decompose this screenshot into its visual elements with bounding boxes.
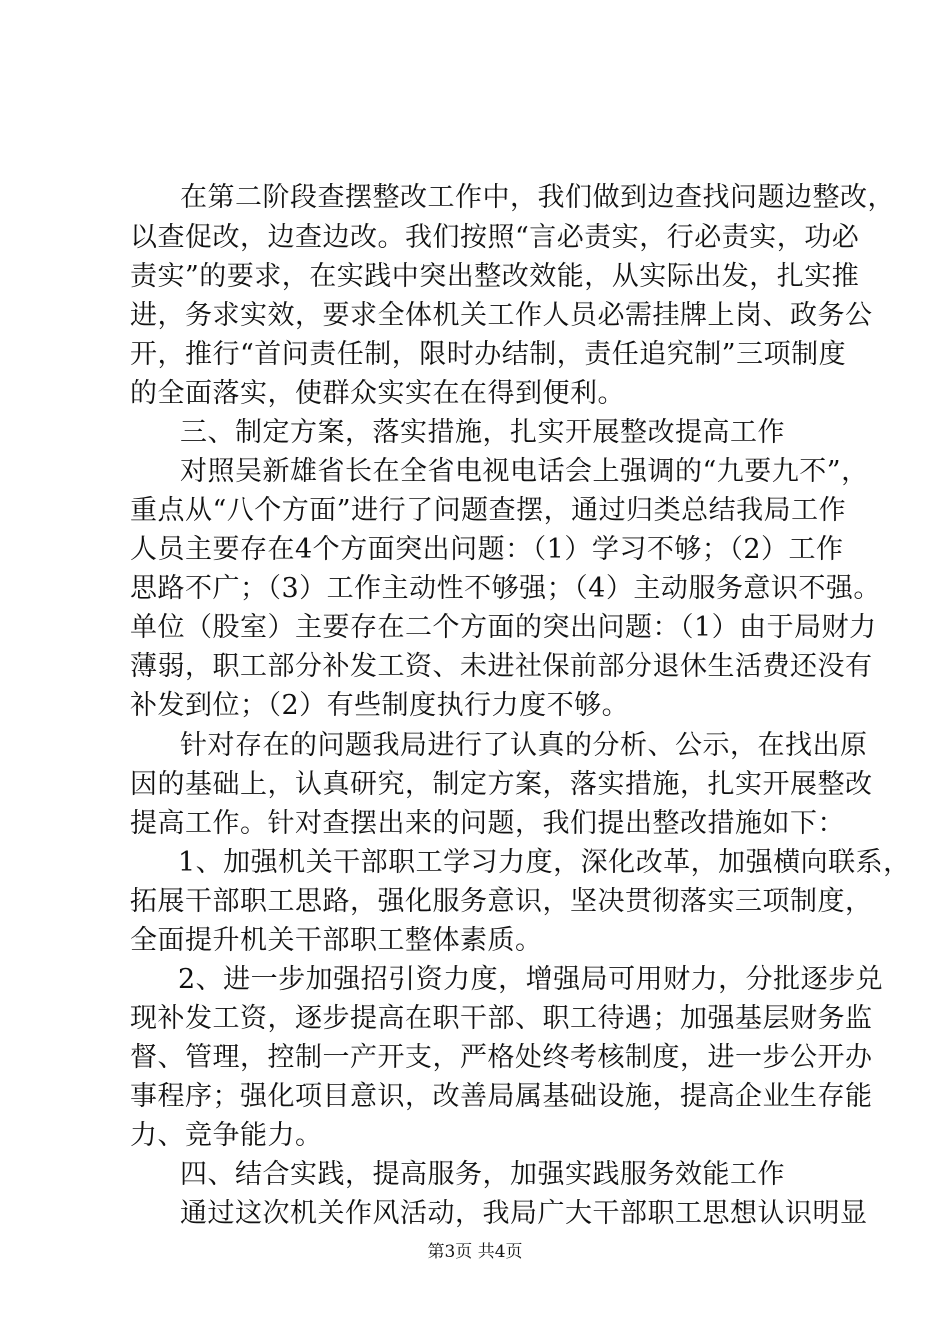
body-text-line: 的全面落实，使群众实实在在得到便利。 bbox=[130, 378, 625, 409]
list-item-line: 事程序；强化项目意识，改善局属基础设施，提高企业生存能 bbox=[130, 1081, 873, 1112]
body-text-line: 责实”的要求，在实践中突出整改效能，从实际出发，扎实推 bbox=[130, 261, 860, 292]
body-text-line: 提高工作。针对查摆出来的问题，我们提出整改措施如下： bbox=[130, 808, 845, 839]
page-footer: 第3页 共4页 bbox=[427, 1242, 523, 1262]
body-text-line: 开，推行“首问责任制，限时办结制，责任追究制”三项制度 bbox=[130, 339, 847, 370]
list-item-line: 1、加强机关干部职工学习力度，深化改革，加强横向联系， bbox=[178, 847, 911, 878]
body-text-line: 重点从“八个方面”进行了问题查摆，通过归类总结我局工作 bbox=[130, 495, 847, 526]
section-heading: 三、制定方案，落实措施，扎实开展整改提高工作 bbox=[180, 417, 785, 448]
list-item-line: 全面提升机关干部职工整体素质。 bbox=[130, 925, 543, 956]
body-text-line: 在第二阶段查摆整改工作中，我们做到边查找问题边整改， bbox=[180, 182, 895, 213]
body-text-line: 人员主要存在4个方面突出问题：（1）学习不够；（2）工作 bbox=[130, 534, 844, 565]
section-heading: 四、结合实践，提高服务，加强实践服务效能工作 bbox=[180, 1159, 785, 1190]
body-text-line: 对照吴新雄省长在全省电视电话会上强调的“九要九不”， bbox=[180, 456, 869, 487]
body-text-line: 单位（股室）主要存在二个方面的突出问题：（1）由于局财力 bbox=[130, 612, 877, 643]
body-text-line: 进，务求实效，要求全体机关工作人员必需挂牌上岗、政务公 bbox=[130, 300, 873, 331]
body-text-line: 通过这次机关作风活动，我局广大干部职工思想认识明显 bbox=[180, 1198, 868, 1229]
body-text-line: 因的基础上，认真研究，制定方案，落实措施，扎实开展整改 bbox=[130, 769, 873, 800]
list-item-line: 力、竞争能力。 bbox=[130, 1120, 323, 1151]
list-item-line: 拓展干部职工思路，强化服务意识，坚决贯彻落实三项制度， bbox=[130, 886, 873, 917]
body-text-line: 薄弱，职工部分补发工资、未进社保前部分退休生活费还没有 bbox=[130, 651, 873, 682]
list-item-line: 2、进一步加强招引资力度，增强局可用财力，分批逐步兑 bbox=[178, 964, 884, 995]
list-item-line: 现补发工资，逐步提高在职干部、职工待遇；加强基层财务监 bbox=[130, 1003, 873, 1034]
body-text-line: 针对存在的问题我局进行了认真的分析、公示，在找出原 bbox=[180, 730, 868, 761]
body-text-line: 补发到位；（2）有些制度执行力度不够。 bbox=[130, 690, 630, 721]
list-item-line: 督、管理，控制一产开支，严格处终考核制度，进一步公开办 bbox=[130, 1042, 873, 1073]
body-text-line: 思路不广；（3）工作主动性不够强；（4）主动服务意识不强。 bbox=[130, 573, 881, 604]
body-text-line: 以查促改，边查边改。我们按照“言必责实，行必责实，功必 bbox=[130, 222, 860, 253]
